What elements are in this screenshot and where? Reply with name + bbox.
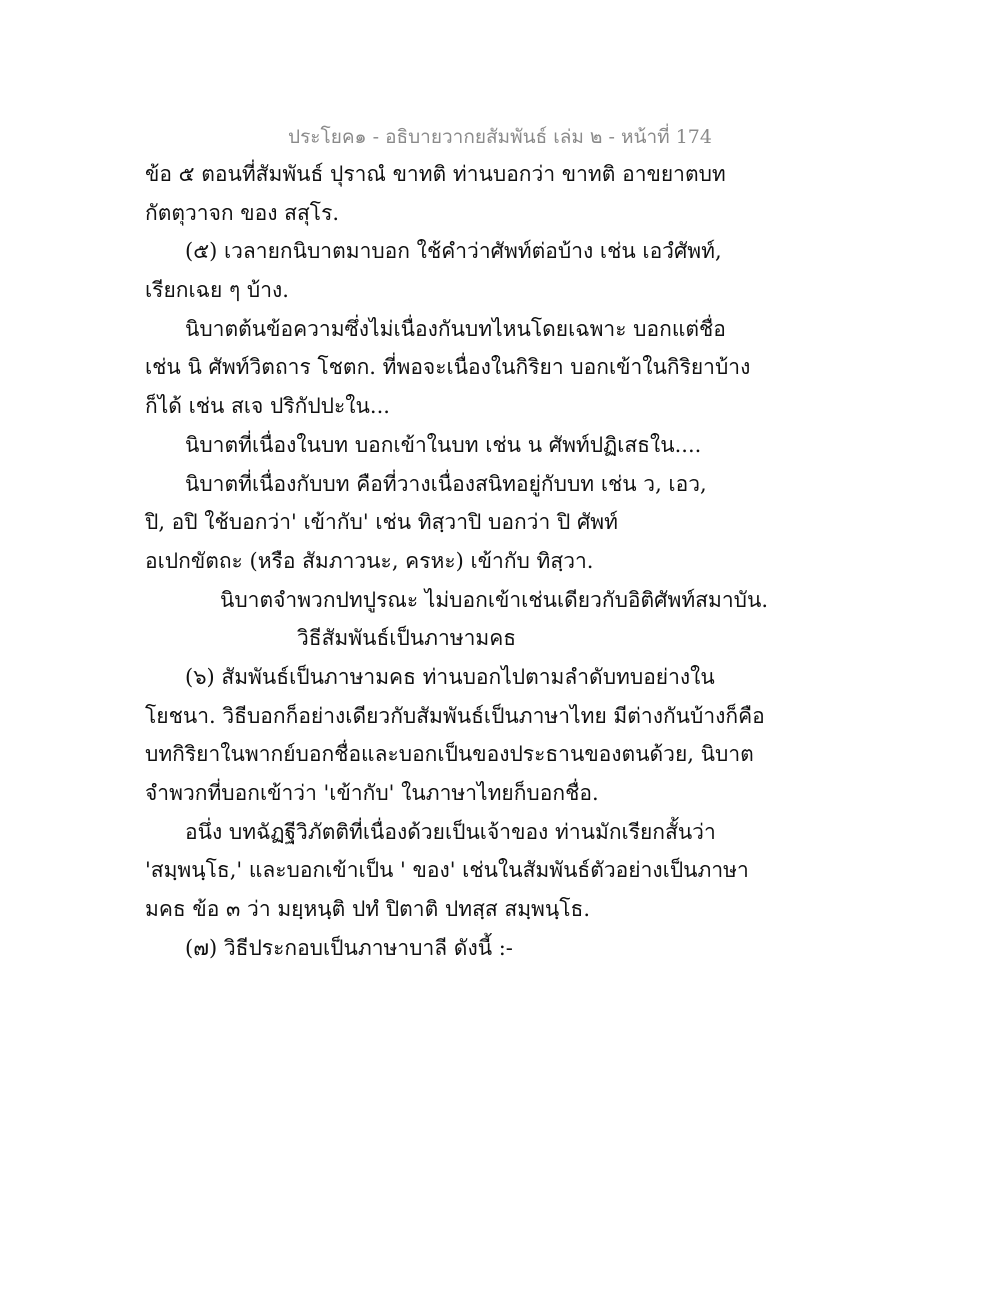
text-line: นิบาตจำพวกปทปูรณะ ไม่บอกเข้าเช่นเดียวกับอิติศัพท์สมาบัน. bbox=[220, 587, 768, 612]
text-line: 'สมฺพนฺโธ,' และบอกเข้าเป็น ' ของ' เช่นในสัมพันธ์ตัวอย่างเป็นภาษา bbox=[145, 858, 749, 883]
text-line: อเปกขัตถะ (หรือ สัมภาวนะ, ครหะ) เข้ากับ ทิสฺวา. bbox=[145, 548, 594, 573]
text-line: (๕) เวลายกนิบาตมาบอก ใช้คำว่าศัพท์ต่อบ้าง เช่น เอวํศัพท์, bbox=[185, 239, 722, 264]
text-line: มคธ ข้อ ๓ ว่า มยฺหนฺติ ปทํ ปิตาติ ปทสฺส สมฺพนฺโธ. bbox=[145, 897, 591, 922]
text-line: ข้อ ๕ ตอนที่สัมพันธ์ ปุราณํ ขาทติ ท่านบอกว่า ขาทติ อาขยาตบท bbox=[145, 162, 726, 186]
text-line: นิบาตต้นข้อความซึ่งไม่เนื่องกันบทไหนโดยเฉพาะ บอกแต่ชื่อ bbox=[185, 316, 726, 341]
text-line: โยชนา. วิธีบอกก็อย่างเดียวกับสัมพันธ์เป็นภาษาไทย มีต่างกันบ้างก็คือ bbox=[145, 703, 765, 728]
section-heading: วิธีสัมพันธ์เป็นภาษามคธ bbox=[297, 626, 517, 651]
text-line: (๗) วิธีประกอบเป็นภาษาบาลี ดังนี้ :- bbox=[185, 935, 513, 960]
text-line: เรียกเฉย ๆ บ้าง. bbox=[145, 278, 289, 303]
text-line: กัตตุวาจก ของ สสุโร. bbox=[145, 200, 340, 225]
text-line: ปิ, อปิ ใช้บอกว่า' เข้ากับ' เช่น ทิสฺวาปิ บอกว่า ปิ ศัพท์ bbox=[145, 510, 618, 535]
text-line: บทกิริยาในพากย์บอกชื่อและบอกเป็นของประธานของตนด้วย, นิบาต bbox=[145, 742, 754, 767]
running-header: ประโยค๑ - อธิบายวากยสัมพันธ์ เล่ม ๒ - หน้าที่ 174 bbox=[288, 126, 712, 148]
text-line: นิบาตที่เนื่องในบท บอกเข้าในบท เช่น น ศัพท์ปฏิเสธใน.... bbox=[185, 432, 702, 457]
text-line: นิบาตที่เนื่องกับบท คือที่วางเนื่องสนิทอยู่กับบท เช่น ว, เอว, bbox=[185, 471, 707, 496]
text-line: อนึ่ง บทฉัฏฐีวิภัตติที่เนื่องด้วยเป็นเจ้าของ ท่านมักเรียกสั้นว่า bbox=[185, 819, 716, 844]
text-line: ก็ได้ เช่น สเจ ปริกัปปะใน... bbox=[145, 394, 390, 419]
text-line: เช่น นิ ศัพท์วิตถาร โชตก. ที่พอจะเนื่องในกิริยา บอกเข้าในกิริยาบ้าง bbox=[145, 355, 751, 380]
body-text bbox=[145, 155, 905, 967]
text-line: (๖) สัมพันธ์เป็นภาษามคธ ท่านบอกไปตามลำดับทบอย่างใน bbox=[185, 664, 715, 689]
text-line: จำพวกที่บอกเข้าว่า 'เข้ากับ' ในภาษาไทยก็บอกชื่อ. bbox=[145, 781, 599, 805]
